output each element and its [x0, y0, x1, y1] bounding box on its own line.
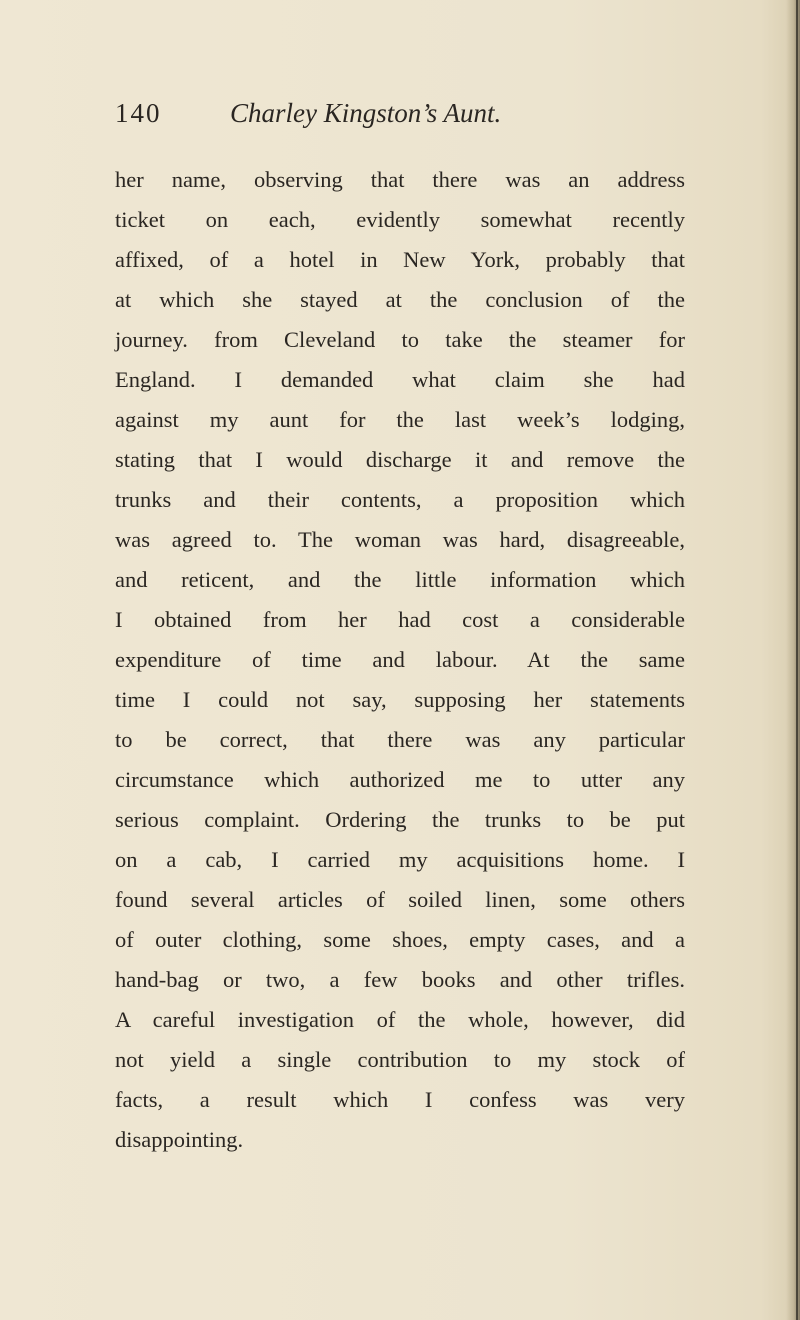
text-line: against my aunt for the last week’s lodging,	[115, 407, 685, 432]
text-line: at which she stayed at the conclusion of the	[115, 287, 685, 312]
running-head	[115, 98, 675, 138]
text-line: found several articles of soiled linen, some others	[115, 887, 685, 912]
text-line: journey. from Cleveland to take the steamer for	[115, 327, 685, 352]
text-line: serious complaint. Ordering the trunks to be put	[115, 807, 685, 832]
text-line: on a cab, I carried my acquisitions home. I	[115, 847, 685, 872]
text-line: trunks and their contents, a proposition which	[115, 487, 685, 512]
text-line: and reticent, and the little information which	[115, 567, 685, 592]
page-edge-line	[796, 0, 798, 1320]
text-line: England. I demanded what claim she had	[115, 367, 685, 392]
running-title: Charley Kingston’s Aunt.	[230, 98, 502, 128]
text-line: ticket on each, evidently somewhat recently	[115, 207, 685, 232]
text-line: circumstance which authorized me to utter any	[115, 767, 685, 792]
text-line: was agreed to. The woman was hard, disagreeable,	[115, 527, 685, 552]
text-line: facts, a result which I confess was very	[115, 1087, 685, 1112]
page-number: 140	[115, 98, 162, 128]
text-line: I obtained from her had cost a considerable	[115, 607, 685, 632]
text-line: affixed, of a hotel in New York, probably that	[115, 247, 685, 272]
text-line: her name, observing that there was an address	[115, 167, 685, 192]
text-line: expenditure of time and labour. At the same	[115, 647, 685, 672]
text-line: hand-bag or two, a few books and other trifles.	[115, 967, 685, 992]
text-line: time I could not say, supposing her statements	[115, 687, 685, 712]
text-line: not yield a single contribution to my stock of	[115, 1047, 685, 1072]
text-line-last: disappointing.	[115, 1127, 244, 1152]
text-line: A careful investigation of the whole, however, did	[115, 1007, 685, 1032]
text-line: of outer clothing, some shoes, empty cases, and a	[115, 927, 685, 952]
text-line: stating that I would discharge it and remove the	[115, 447, 685, 472]
body-text	[115, 160, 685, 1160]
text-line: to be correct, that there was any particular	[115, 727, 685, 752]
